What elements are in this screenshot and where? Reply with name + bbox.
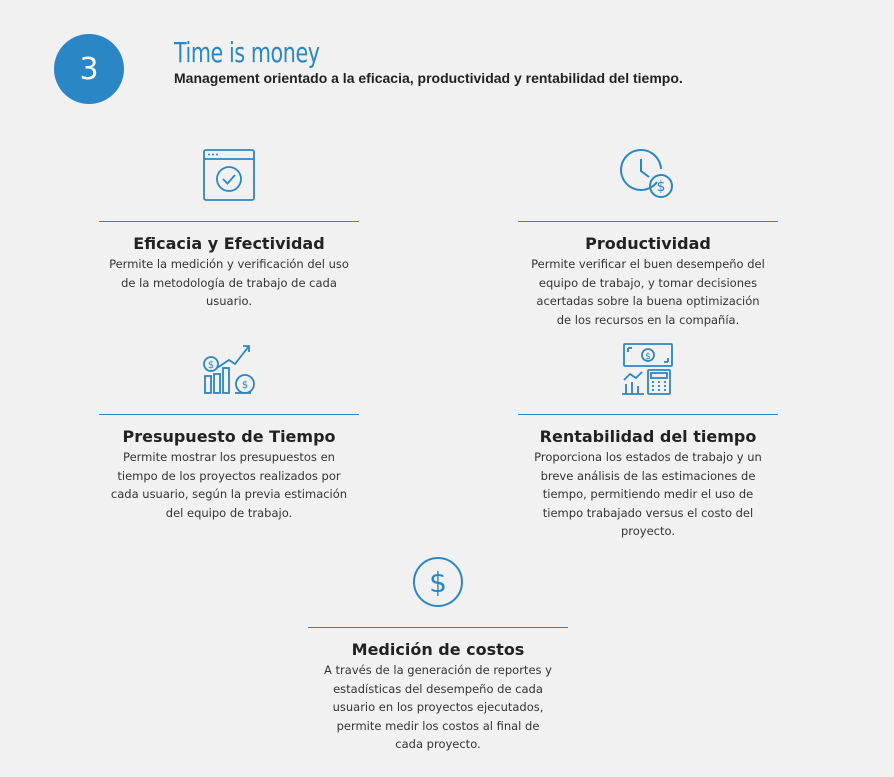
feature-title: Rentabilidad del tiempo: [539, 427, 757, 446]
page-subtitle: Management orientado a la eficacia, productividad y rentabilidad del tiempo.: [174, 70, 683, 86]
feature-card-eficacia: [99, 145, 359, 311]
browser-check-icon: [199, 145, 259, 203]
feature-description: Proporciona los estados de trabajo y un breve análisis de las estimaciones de tiempo, permitiendo medir el uso de tiempo trabajado versus el costo del proyecto.: [534, 450, 762, 538]
feature-title: Presupuesto de Tiempo: [122, 427, 336, 446]
feature-card-productividad: [518, 145, 778, 329]
svg-text:$: $: [241, 380, 249, 391]
feature-title: Productividad: [585, 234, 711, 253]
card-divider: [518, 221, 778, 222]
feature-description: Permite mostrar los presupuestos en tiempo de los proyectos realizados por cada usuario, según la previa estimación del equipo de trabajo.: [110, 450, 348, 520]
svg-text:$: $: [207, 360, 215, 371]
svg-text:$: $: [656, 179, 666, 195]
card-divider: [99, 221, 359, 222]
feature-card-costos: [308, 553, 568, 754]
card-divider: [308, 627, 568, 628]
page-title: Time is money: [174, 36, 320, 69]
card-divider: [518, 414, 778, 415]
svg-text:$: $: [645, 352, 651, 362]
feature-description: A través de la generación de reportes y estadísticas del desempeño de cada usuario en los proyectos ejecutados, permite medir los costos al final de cada proyecto.: [324, 663, 552, 751]
step-number-badge: [54, 34, 124, 104]
feature-title: Medición de costos: [351, 640, 525, 659]
card-divider: [99, 414, 359, 415]
dollar-circle-icon: [408, 553, 468, 611]
feature-card-presupuesto: [99, 340, 359, 522]
feature-title: Eficacia y Efectividad: [133, 234, 325, 253]
step-number: 3: [79, 51, 99, 87]
feature-description: Permite verificar el buen desempeño del equipo de trabajo, y tomar decisiones acertadas sobre la buena optimización de los recursos en la compañía.: [531, 257, 765, 327]
growth-chart-money-icon: [197, 340, 261, 398]
calculator-finance-icon: [618, 340, 678, 398]
svg-text:$: $: [429, 566, 447, 599]
feature-card-rentabilidad: [518, 340, 778, 541]
feature-description: Permite la medición y verificación del uso de la metodología de trabajo de cada usuario.: [109, 257, 349, 308]
clock-dollar-icon: [613, 145, 683, 203]
